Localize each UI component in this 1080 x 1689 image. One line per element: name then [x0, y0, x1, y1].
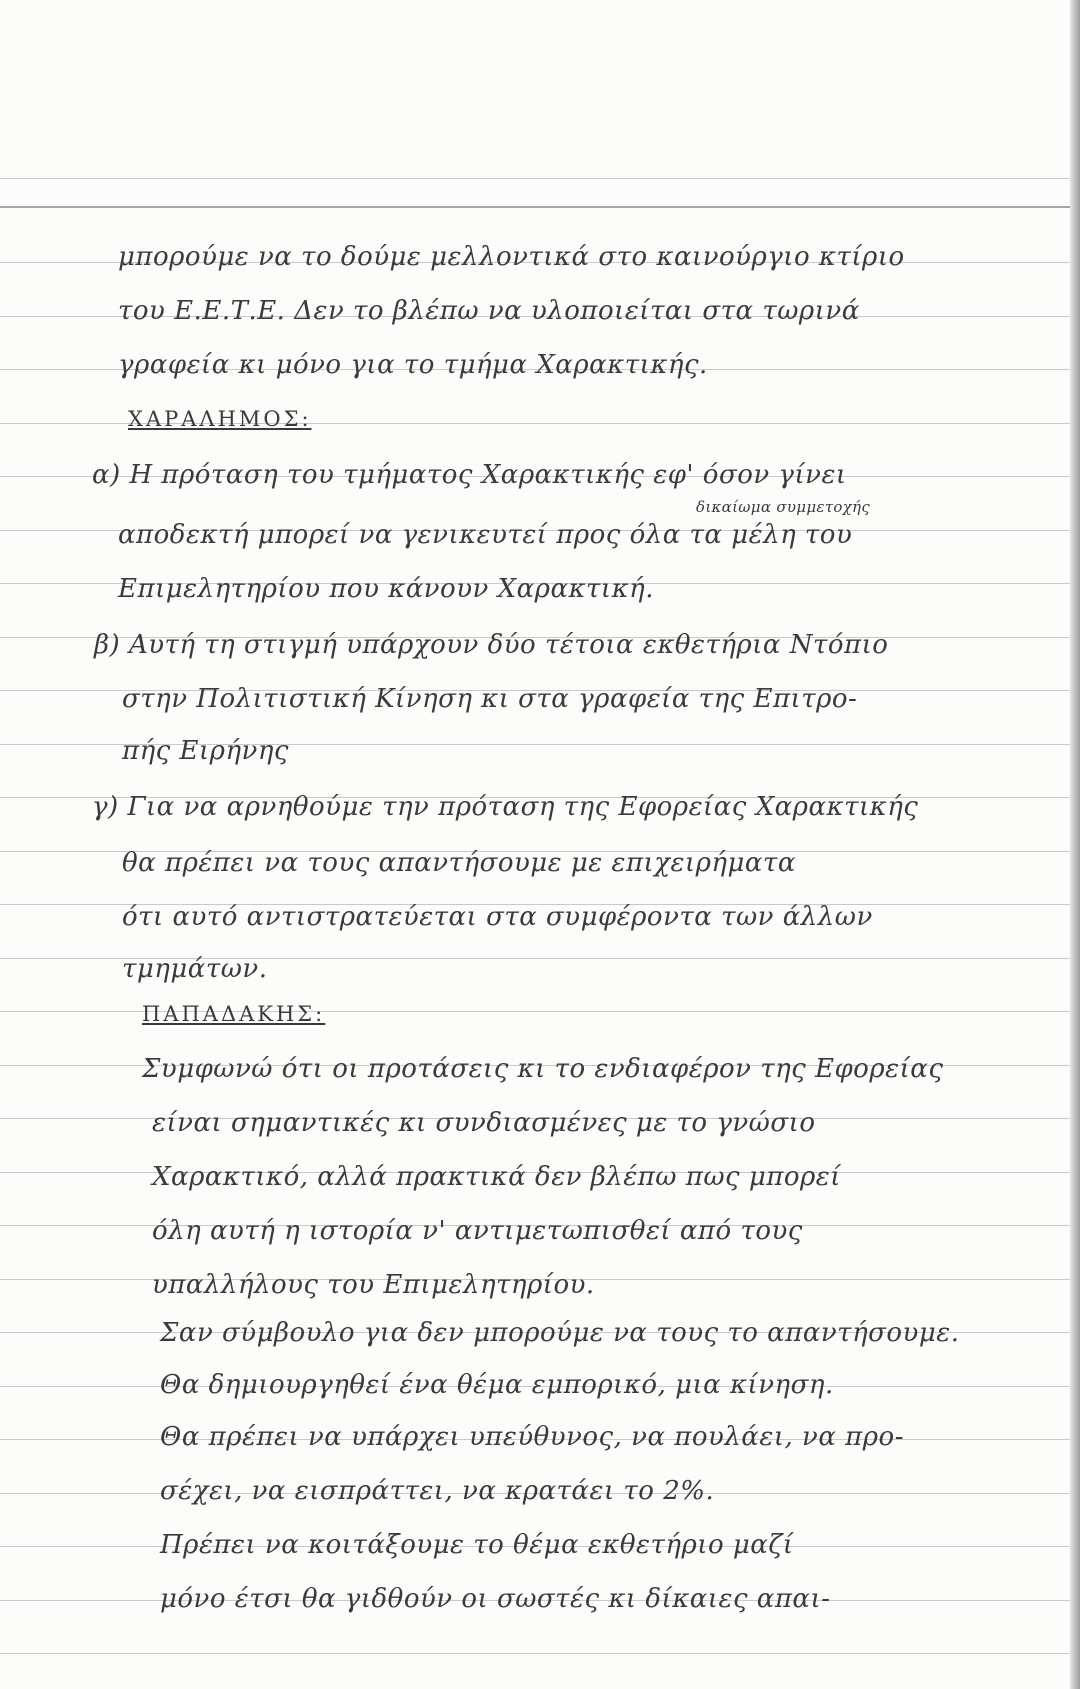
ruled-line — [0, 178, 1070, 179]
text-line: υπαλλήλους του Επιμελητηρίου. — [152, 1270, 595, 1300]
text-line: γ) Για να αρνηθούμε την πρόταση της Εφορείας Χαρακτικής — [92, 792, 919, 822]
text-line: ότι αυτό αντιστρατεύεται στα συμφέροντα των άλλων — [122, 902, 873, 932]
text-line: σέχει, να εισπράττει, να κρατάει το 2%. — [160, 1476, 715, 1506]
text-line: β) Αυτή τη στιγμή υπάρχουν δύο τέτοια εκθετήρια Ντόπιο — [94, 630, 889, 660]
text-line: Θα δημιουργηθεί ένα θέμα εμπορικό, μια κίνηση. — [160, 1370, 834, 1400]
text-line: μόνο έτσι θα γιδθούν οι σωστές κι δίκαιες απαι- — [160, 1584, 831, 1614]
text-line: Σαν σύμβουλο για δεν μπορούμε να τους το απαντήσουμε. — [160, 1318, 960, 1348]
text-line: είναι σημαντικές κι συνδιασμένες με το γνώσιο — [152, 1108, 816, 1138]
text-line: θα πρέπει να τους απαντήσουμε με επιχειρήματα — [122, 848, 796, 878]
text-line: Χαρακτικό, αλλά πρακτικά δεν βλέπω πως μπορεί — [152, 1162, 841, 1192]
text-line: Πρέπει να κοιτάξουμε το θέμα εκθετήριο μαζί — [160, 1530, 794, 1560]
text-line: τμημάτων. — [122, 954, 268, 984]
inserted-note: δικαίωμα συμμετοχής — [696, 498, 871, 516]
text-line: όλη αυτή η ιστορία ν' αντιμετωπισθεί από τους — [152, 1216, 803, 1246]
text-line: Επιμελητηρίου που κάνουν Χαρακτική. — [118, 574, 655, 604]
speaker-heading: ΠΑΠΑΔΑΚΗΣ: — [142, 1002, 326, 1026]
text-line: του Ε.Ε.Τ.Ε. Δεν το βλέπω να υλοποιείται στα τωρινά — [118, 296, 860, 326]
text-line: μπορούμε να το δούμε μελλοντικά στο καινούργιο κτίριο — [118, 242, 905, 272]
page-edge-shadow — [1070, 0, 1080, 1689]
speaker-heading: ΧΑΡΑΛΗΜΟΣ: — [128, 407, 312, 431]
text-line: Θα πρέπει να υπάρχει υπεύθυνος, να πουλάει, να προ- — [160, 1422, 904, 1452]
text-line: πής Ειρήνης — [122, 736, 289, 766]
text-line: γραφεία κι μόνο για το τμήμα Χαρακτικής. — [118, 350, 708, 380]
text-line: αποδεκτή μπορεί να γενικευτεί προς όλα τα μέλη του — [118, 520, 853, 550]
text-line: στην Πολιτιστική Κίνηση κι στα γραφεία της Επιτρο- — [122, 684, 858, 714]
handwritten-minutes — [92, 202, 1058, 1662]
text-line: α) Η πρόταση του τμήματος Χαρακτικής εφ' όσον γίνει — [92, 460, 847, 490]
text-line: Συμφωνώ ότι οι προτάσεις κι το ενδιαφέρον της Εφορείας — [142, 1054, 944, 1084]
